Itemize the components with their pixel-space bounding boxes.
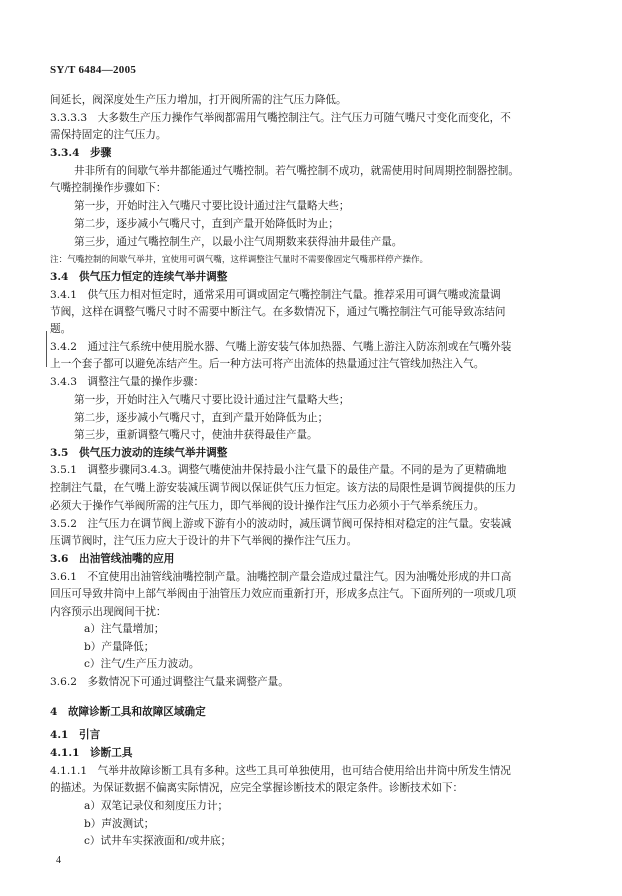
- list-item: a）注气量增加；: [84, 623, 165, 635]
- section-heading: 4.1 引言: [50, 729, 101, 741]
- step-item: 第三步，重新调整气嘴尺寸，使油井获得最佳产量。: [74, 429, 318, 441]
- step-item: 第一步，开始时注入气嘴尺寸要比设计通过注气量略大些；: [74, 394, 350, 406]
- body-text-line: 3.4.3 调整注气量的操作步骤：: [50, 376, 205, 388]
- body-text-line: 间延长，阀深度处生产压力增加，打开阀所需的注气压力降低。: [50, 94, 347, 106]
- body-text-line: 题。: [50, 323, 72, 335]
- body-text-line: 内容预示出现阀间干扰：: [50, 606, 167, 618]
- section-heading: 3.3.4 步骤: [50, 147, 112, 159]
- step-item: 第三步，通过气嘴控制生产，以最小注气周期数来获得油井最佳产量。: [74, 236, 403, 248]
- list-item: c）试井车实探液面和/或井底；: [84, 835, 232, 847]
- step-item: 第二步，逐步减小气嘴尺寸，直到产量开始降低时为止；: [74, 218, 339, 230]
- list-item: b）产量降低；: [84, 641, 155, 653]
- list-item: a）双笔记录仪和刻度压力计；: [84, 800, 229, 812]
- chapter-heading: 4 故障诊断工具和故障区域确定: [50, 706, 206, 718]
- body-text-line: 3.5.1 调整步骤同3.4.3。调整气嘴使油井保持最小注气量下的最佳产量。不同的是为了更精确地: [50, 464, 507, 476]
- body-text-line: 压调节阀时，注气压力应大于设计的井下气举阀的操作注气压力。: [50, 535, 358, 547]
- body-text-line: 必须大于操作气举阀所需的注气压力，即气举阀的设计操作注气压力必须小于气举系统压力。: [50, 500, 485, 512]
- body-text-line: 4.1.1.1 气举井故障诊断工具有多种。这些工具可单独使用，也可结合使用给出井筒中所发生情况: [50, 765, 511, 777]
- body-text-line: 3.4.1 供气压力相对恒定时，通常采用可调或固定气嘴控制注气量。推荐采用可调气嘴或流量调: [50, 289, 501, 301]
- body-text-line: 3.3.3.3 大多数生产压力操作气举阀都需用气嘴控制注气。注气压力可随气嘴尺寸变化而变化，不: [50, 112, 511, 124]
- body-text-line: 气嘴控制操作步骤如下：: [50, 182, 167, 194]
- standard-header: SY/T 6484—2005: [50, 64, 137, 76]
- body-text-line: 3.6.2 多数情况下可通过调整注气量来调整产量。: [50, 676, 289, 688]
- page-number: 4: [56, 855, 61, 866]
- body-text-line: 3.5.2 注气压力在调节阀上游或下游有小的波动时，减压调节阀可保持相对稳定的注气量。安装减: [50, 518, 512, 530]
- revision-margin-bar: [46, 331, 47, 367]
- body-text-line: 井非所有的间歇气举井都能通过气嘴控制。若气嘴控制不成功，就需使用时间周期控制器控制。: [74, 165, 519, 177]
- body-text-line: 控制注气量，在气嘴上游安装减压调节阀以保证供气压力恒定。该方法的局限性是调节阀提供的压力: [50, 482, 517, 494]
- step-item: 第二步，逐步减小气嘴尺寸，直到产量开始降低为止；: [74, 412, 329, 424]
- body-text-line: 节阀，这样在调整气嘴尺寸时不需要中断注气。在多数情况下，通过气嘴控制注气可能导致冻结问: [50, 306, 506, 318]
- section-heading: 4.1.1 诊断工具: [50, 747, 133, 759]
- list-item: b）声波测试；: [84, 818, 155, 830]
- step-item: 第一步，开始时注入气嘴尺寸要比设计通过注气量略大些；: [74, 200, 350, 212]
- list-item: c）注气/生产压力波动。: [84, 658, 200, 670]
- note-text: 注：气嘴控制的间歇气举井，宜使用可调气嘴，这样调整注气量时不需要像固定气嘴那样停产操作。: [50, 255, 429, 265]
- body-text-line: 上一个套子都可以避免冻结产生。后一种方法可将产出流体的热量通过注气管线加热注入气。: [50, 358, 485, 370]
- section-heading: 3.4 供气压力恒定的连续气举井调整: [50, 271, 228, 283]
- section-heading: 3.5 供气压力波动的连续气举井调整: [50, 447, 228, 459]
- body-text-line: 需保持固定的注气压力。: [50, 129, 167, 141]
- body-text-line: 回压可导致井筒中上部气举阀由于油管压力效应而重新打开，形成多点注气。下面所列的一项或几项: [50, 588, 517, 600]
- body-text-line: 的描述。为保证数据不偏离实际情况，应完全掌握诊断技术的限定条件。诊断技术如下：: [50, 782, 464, 794]
- section-heading: 3.6 出油管线油嘴的应用: [50, 553, 175, 565]
- body-text-line: 3.4.2 通过注气系统中使用脱水器、气嘴上游安装气体加热器、气嘴上游注入防冻剂或在气嘴外装: [50, 341, 512, 353]
- body-text-line: 3.6.1 不宜使用出油管线油嘴控制产量。油嘴控制产量会造成过量注气。因为油嘴处形成的井口高: [50, 571, 512, 583]
